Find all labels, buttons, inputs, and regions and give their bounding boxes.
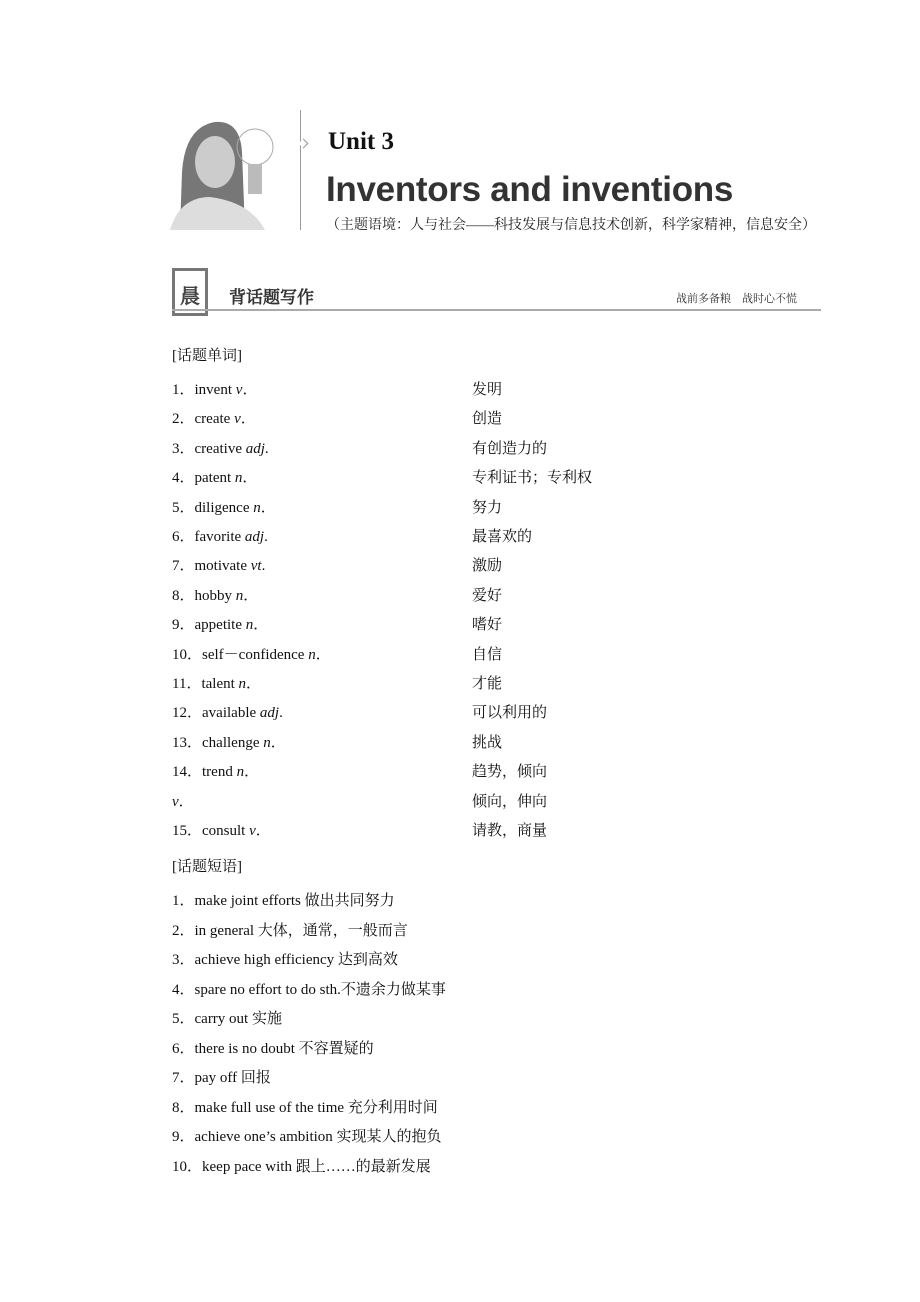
- vocab-meaning: 创造: [472, 411, 503, 428]
- page-title: Inventors and inventions: [326, 170, 734, 209]
- vocab-pos: v: [234, 411, 241, 428]
- vocab-meaning: 发明: [472, 382, 503, 398]
- vocab-word: motivate: [194, 558, 251, 575]
- vocab-num: 14．: [172, 764, 203, 781]
- vocab-word: challenge: [202, 734, 264, 751]
- vocab-end: ．: [240, 411, 256, 428]
- phrase-item: 9．achieve one’s ambition 实现某人的抱负: [172, 1129, 442, 1145]
- vocab-num: 15．: [172, 823, 203, 839]
- vocab-pos: n: [235, 587, 244, 604]
- vocab-num: 10．: [172, 646, 203, 663]
- vocab-meaning: 请教，商量: [472, 823, 548, 839]
- vocab-end: ．: [253, 617, 269, 634]
- vocab-heading: [话题单词]: [172, 348, 242, 364]
- vocab-meaning: 趋势，倾向: [472, 764, 548, 781]
- vocab-word: appetite: [194, 617, 246, 634]
- vocab-meaning: 才能: [472, 676, 503, 692]
- vocab-end: ．: [270, 734, 286, 751]
- vocab-meaning: 爱好: [472, 587, 503, 604]
- vocab-pos: v: [235, 382, 243, 398]
- vocab-end: ．: [178, 793, 194, 810]
- vocab-word: consult: [202, 823, 250, 839]
- vocab-word: diligence: [194, 499, 254, 516]
- vocab-end: .: [264, 440, 269, 457]
- vocab-item: [172, 437, 269, 458]
- vocab-item: [172, 790, 194, 811]
- phrase-item: 5．carry out 实施: [172, 1011, 282, 1027]
- section-rule: [172, 309, 821, 311]
- vocab-pos: n: [308, 646, 316, 663]
- vocab-pos: n: [263, 734, 271, 751]
- vocab-word: self－confidence: [202, 646, 309, 663]
- vocab-pos: n: [245, 617, 254, 634]
- phrase-item: 2．in general 大体，通常，一般而言: [172, 922, 408, 939]
- vocab-item: [172, 643, 331, 664]
- vocab-num: 3．: [172, 440, 195, 457]
- vocab-item: [172, 672, 261, 693]
- vocab-item: [172, 466, 257, 487]
- vocab-pos: v: [249, 823, 256, 839]
- vocab-end: ．: [260, 499, 276, 516]
- vocab-meaning: 嗜好: [472, 617, 503, 634]
- vocab-meaning: 挑战: [472, 734, 503, 751]
- vocab-end: ．: [246, 676, 262, 692]
- vocab-word: creative: [194, 440, 246, 457]
- vocab-meaning: 倾向，伸向: [472, 793, 548, 810]
- vocab-pos: vt: [250, 558, 262, 575]
- theme-subtitle: （主题语境：人与社会——科技发展与信息技术创新，科学家精神，信息安全）: [326, 218, 816, 233]
- vocab-item: [172, 819, 271, 840]
- phrase-item: 1．make joint efforts 做出共同努力: [172, 893, 395, 909]
- vocab-end: ．: [255, 823, 271, 839]
- vocab-item: [172, 584, 258, 605]
- vocab-end: ．: [243, 587, 259, 604]
- vocab-pos: n: [238, 676, 247, 692]
- vocab-item: [172, 525, 268, 546]
- vocab-pos: adj: [259, 705, 280, 722]
- vocab-item: [172, 407, 256, 428]
- vocab-word: trend: [202, 764, 237, 781]
- vocab-item: [172, 378, 257, 399]
- vocab-meaning: 激励: [472, 558, 503, 575]
- phrases-heading: [话题短语]: [172, 859, 242, 875]
- vocab-word: invent: [194, 382, 236, 398]
- vocab-pos: n: [236, 764, 245, 781]
- phrase-item: 3．achieve high efficiency 达到高效: [172, 952, 398, 968]
- vocab-item: [172, 496, 276, 517]
- vocab-word: favorite: [194, 529, 245, 545]
- vocab-pos: n: [234, 470, 243, 487]
- vocab-num: 7．: [172, 558, 195, 575]
- vocab-end: .: [264, 529, 268, 545]
- vocab-item: [172, 701, 283, 722]
- vocab-meaning: 有创造力的: [472, 440, 548, 457]
- unit-label: Unit 3: [328, 128, 394, 155]
- vocab-num: 11．: [172, 676, 202, 692]
- vocab-word: hobby: [194, 587, 236, 604]
- vocab-item: [172, 760, 259, 781]
- vocab-num: 4．: [172, 470, 195, 487]
- section-badge-char: 晨: [180, 284, 200, 308]
- inventor-photo: [170, 112, 280, 230]
- vocab-word: patent: [194, 470, 235, 487]
- vocab-word: available: [202, 705, 260, 722]
- vocab-meaning: 努力: [472, 499, 503, 516]
- vocab-meaning: 最喜欢的: [472, 529, 533, 545]
- vocab-end: ．: [242, 382, 258, 398]
- vocab-num: 12．: [172, 705, 203, 722]
- vocab-end: .: [261, 558, 266, 575]
- header-divider: [300, 110, 301, 230]
- vocab-meaning: 可以利用的: [472, 705, 548, 722]
- section-title: 背话题写作: [229, 288, 314, 308]
- section-motto: 战前多备粮 战时心不慌: [676, 292, 797, 305]
- vocab-word: create: [194, 411, 235, 428]
- vocab-end: ．: [315, 646, 331, 663]
- vocab-end: ．: [244, 764, 260, 781]
- phrase-item: 6．there is no doubt 不容置疑的: [172, 1040, 374, 1057]
- vocab-num: 5．: [172, 499, 195, 516]
- vocab-num: 2．: [172, 411, 195, 428]
- vocab-pos: n: [253, 499, 261, 516]
- vocab-word: talent: [201, 676, 239, 692]
- vocab-num: 13．: [172, 734, 203, 751]
- phrase-item: 7．pay off 回报: [172, 1070, 271, 1086]
- vocab-meaning: 自信: [472, 646, 503, 663]
- vocab-item: [172, 731, 286, 752]
- vocab-item: [172, 613, 268, 634]
- vocab-end: ．: [242, 470, 258, 487]
- vocab-pos: adj: [245, 440, 265, 457]
- vocab-num: 1．: [172, 382, 195, 398]
- vocab-end: .: [279, 705, 283, 722]
- phrase-item: 10．keep pace with 跟上……的最新发展: [172, 1158, 431, 1175]
- vocab-num: 8．: [172, 587, 195, 604]
- vocab-pos: v: [172, 793, 179, 810]
- vocab-num: 6．: [172, 529, 195, 545]
- vocab-meaning: 专利证书；专利权: [472, 470, 593, 487]
- vocab-item: [172, 554, 265, 575]
- vocab-pos: adj: [244, 529, 265, 545]
- phrase-item: 4．spare no effort to do sth.不遗余力做某事: [172, 981, 446, 998]
- vocab-num: 9．: [172, 617, 195, 634]
- phrase-item: 8．make full use of the time 充分利用时间: [172, 1099, 438, 1116]
